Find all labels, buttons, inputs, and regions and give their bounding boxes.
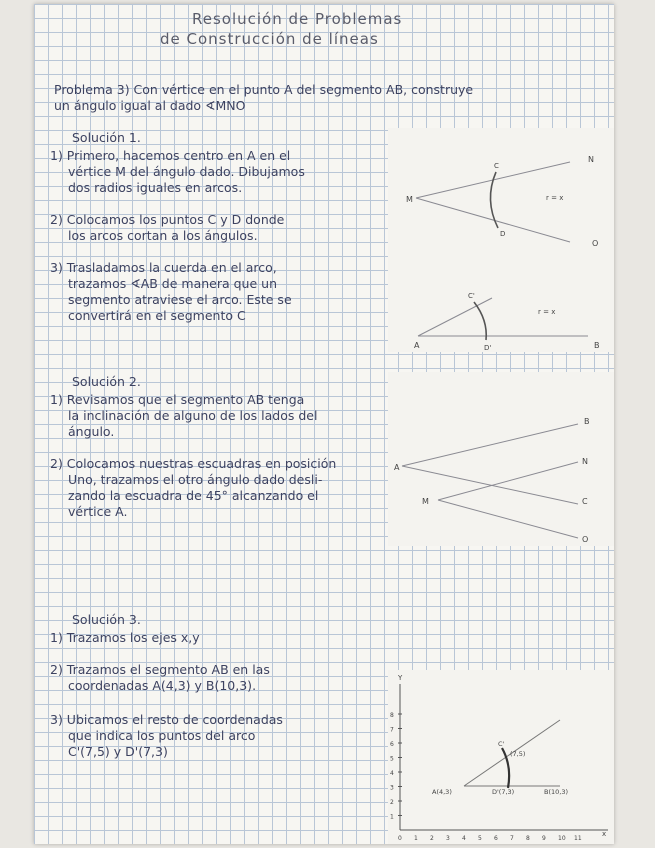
solution1-heading: Solución 1. [72, 130, 141, 145]
angle-mno-drawing [388, 128, 614, 252]
solution2-step: 2) Colocamos nuestras escuadras en posición [50, 456, 337, 471]
solution2-step: la inclinación de alguno de los lados del [68, 408, 318, 423]
solution1-step: los arcos cortan a los ángulos. [68, 228, 258, 243]
figure-angle-mno [388, 128, 614, 252]
label-m: M [422, 497, 429, 506]
solution3-step: 1) Trazamos los ejes x,y [50, 630, 200, 645]
y-tick-label: 4 [390, 770, 394, 777]
label-b: B [584, 417, 590, 426]
solution1-step: trazamos ∢AB de manera que un [68, 276, 277, 291]
label-o: O [592, 239, 599, 248]
solution2-heading: Solución 2. [72, 374, 141, 389]
label-a: A [414, 341, 420, 350]
x-tick-label: 9 [542, 835, 546, 842]
problem-line-2: un ángulo igual al dado ∢MNO [54, 98, 246, 113]
solution2-step: vértice A. [68, 504, 128, 519]
label-c-prime: C' [468, 292, 475, 300]
x-tick-label: 10 [558, 835, 566, 842]
label-c-prime-coord: (7,5) [510, 750, 526, 758]
x-tick-label: 2 [430, 835, 434, 842]
solution1-step: 3) Trasladamos la cuerda en el arco, [50, 260, 277, 275]
label-c: C [494, 162, 499, 170]
title-line-1: Resolución de Problemas [192, 10, 403, 28]
label-d-prime-coord: D'(7,3) [492, 788, 515, 796]
label-r-equals-x: r = x [546, 194, 564, 202]
x-tick-label: 1 [414, 835, 418, 842]
label-r-equals-x: r = x [538, 308, 556, 316]
x-tick-label: 11 [574, 835, 582, 842]
coordinate-plot-drawing [388, 670, 614, 844]
label-c: C [582, 497, 588, 506]
x-tick-label: 4 [462, 835, 466, 842]
figure-parallel-construction [388, 372, 614, 546]
solution3-step: coordenadas A(4,3) y B(10,3). [68, 678, 257, 693]
x-tick-label: 7 [510, 835, 514, 842]
x-tick-label: 0 [398, 835, 402, 842]
solution2-step: 1) Revisamos que el segmento AB tenga [50, 392, 305, 407]
parallel-construction-drawing [388, 372, 614, 546]
solution3-step: 3) Ubicamos el resto de coordenadas [50, 712, 283, 727]
label-d: D [500, 230, 506, 238]
label-b-coord: B(10,3) [544, 788, 569, 796]
solution2-step: ángulo. [68, 424, 115, 439]
solution3-step: C'(7,5) y D'(7,3) [68, 744, 168, 759]
solution3-step: 2) Trazamos el segmento AB en las [50, 662, 270, 677]
label-o: O [582, 535, 589, 544]
figure-segment-ab-arc [388, 252, 614, 352]
y-tick-label: 1 [390, 813, 394, 821]
solution1-step: 1) Primero, hacemos centro en A en el [50, 148, 291, 163]
x-axis-ticks [398, 835, 582, 842]
solution1-step: 2) Colocamos los puntos C y D donde [50, 212, 285, 227]
x-tick-label: 8 [526, 835, 530, 842]
x-tick-label: 5 [478, 835, 482, 842]
label-d-prime: D' [484, 344, 492, 352]
y-tick-label: 3 [390, 784, 394, 792]
problem-line-1: Problema 3) Con vértice en el punto A del segmento AB, construye [54, 82, 474, 97]
solution1-step: dos radios iguales en arcos. [68, 180, 243, 195]
label-a: A [394, 463, 400, 472]
y-tick-label: 7 [390, 726, 394, 734]
y-axis-label: Y [398, 674, 403, 682]
y-tick-label: 2 [390, 799, 394, 806]
solution2-step: Uno, trazamos el otro ángulo dado desli- [68, 472, 323, 487]
label-b: B [594, 341, 600, 350]
solution1-step: convertirá en el segmento C [68, 308, 246, 323]
x-tick-label: 6 [494, 835, 498, 842]
solution1-step: vértice M del ángulo dado. Dibujamos [68, 164, 305, 179]
solution1-step: segmento atraviese el arco. Este se [68, 292, 292, 307]
label-n: N [582, 457, 588, 466]
solution3-heading: Solución 3. [72, 612, 141, 627]
y-tick-label: 5 [390, 755, 394, 763]
notebook-page [34, 4, 614, 844]
y-tick-label: 6 [390, 741, 394, 748]
label-a-coord: A(4,3) [432, 788, 452, 796]
label-m: M [406, 195, 413, 204]
solution3-step: que indica los puntos del arco [68, 728, 256, 743]
x-axis-label: x [602, 830, 607, 838]
label-n: N [588, 155, 594, 164]
label-c-prime: C' [498, 740, 505, 748]
y-tick-label: 8 [390, 712, 394, 719]
segment-ab-arc-drawing [388, 252, 614, 352]
figure-coordinate-plot [388, 670, 614, 844]
solution2-step: zando la escuadra de 45° alcanzando el [68, 488, 319, 503]
x-tick-label: 3 [446, 835, 450, 842]
title-line-2: de Construcción de líneas [160, 30, 379, 48]
